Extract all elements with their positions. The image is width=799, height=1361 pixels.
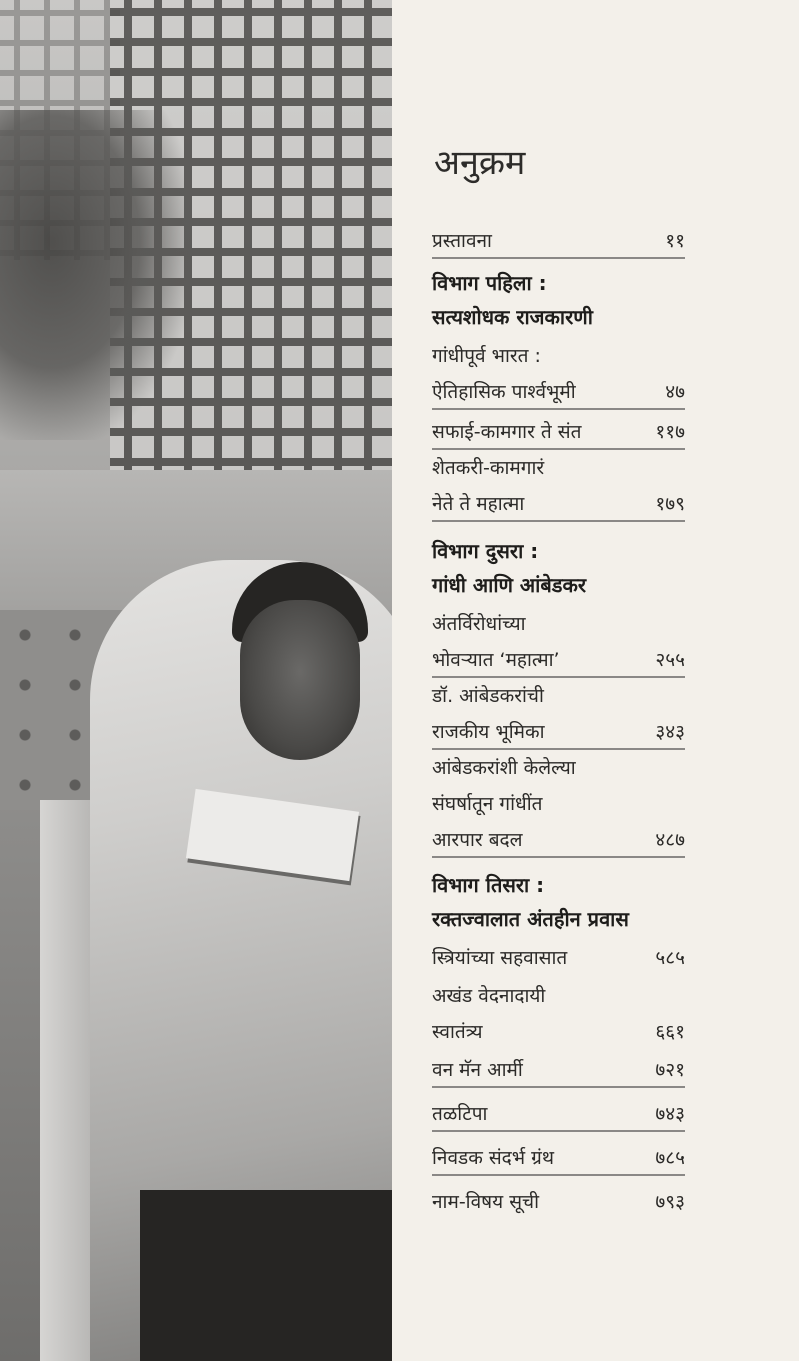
toc-entry[interactable] [432,1054,685,1088]
toc-entry-page: १७९ [655,493,685,515]
toc-entry-page: ५८५ [655,947,685,969]
toc-entry[interactable] [432,340,685,372]
toc-entry-title: आंबेडकरांशी केलेल्या [432,757,576,779]
toc-entry-page: ७९३ [655,1191,685,1213]
toc-entry-page: ७४३ [655,1103,685,1125]
toc-entry-title: डॉ. आंबेडकरांची [432,685,544,707]
toc-entry-title: स्त्रियांच्या सहवासात [432,947,568,969]
toc-entry-page: ७८५ [655,1147,685,1169]
toc-entry-title: नेते ते महात्मा [432,493,525,515]
section-title: रक्तज्वालात अंतहीन प्रवास [432,907,629,931]
section-label: विभाग दुसरा : [432,539,539,563]
section-heading-part-three [432,868,685,936]
toc-entry[interactable] [432,488,685,522]
toc-heading: अनुक्रम [434,143,526,183]
section-title: सत्यशोधक राजकारणी [432,305,593,329]
toc-entry[interactable] [432,942,685,974]
toc-entry[interactable] [432,644,685,678]
toc-entry[interactable] [432,980,685,1012]
toc-entry[interactable] [432,680,685,712]
foliage [0,110,190,440]
toc-entry-page: ११ [665,230,685,252]
toc-entry-page: २५५ [655,649,685,671]
table-of-contents [392,0,799,1361]
toc-entry-title: संघर्षातून गांधींत [432,793,543,815]
toc-entry-page: ७२१ [655,1059,685,1081]
toc-entry[interactable] [432,1016,685,1048]
section-heading-part-one [432,266,685,334]
toc-entry-title: निवडक संदर्भ ग्रंथ [432,1147,555,1169]
toc-entry-title: तळटिपा [432,1103,488,1125]
toc-entry-page: ६६१ [655,1021,685,1043]
toc-entry-page: ३४३ [655,721,685,743]
toc-entry-footnotes[interactable] [432,1098,685,1132]
toc-entry-title: शेतकरी-कामगारं [432,457,545,479]
toc-entry-page: ४७ [665,381,685,403]
section-heading-part-two [432,534,685,602]
face [240,600,360,760]
toc-entry-title: गांधीपूर्व भारत : [432,345,541,367]
toc-entry[interactable] [432,452,685,484]
toc-entry-index[interactable] [432,1186,685,1218]
toc-entry-title: वन मॅन आर्मी [432,1059,523,1081]
section-label: विभाग पहिला : [432,271,547,295]
toc-entry-title: सफाई-कामगार ते संत [432,421,582,443]
toc-entry-title: नाम-विषय सूची [432,1191,540,1213]
toc-entry-preface[interactable] [432,225,685,259]
toc-entry[interactable] [432,716,685,750]
section-title: गांधी आणि आंबेडकर [432,573,587,597]
toc-entry-title: अखंड वेदनादायी [432,985,546,1007]
toc-entry-page: ११७ [655,421,685,443]
section-label: विभाग तिसरा : [432,873,545,897]
toc-entry[interactable] [432,376,685,410]
toc-entry-title: भोवऱ्यात ‘महात्मा’ [432,649,560,671]
toc-entry[interactable] [432,824,685,858]
toc-entry-title: प्रस्तावना [432,230,492,252]
toc-entry[interactable] [432,788,685,820]
toc-entry-title: ऐतिहासिक पार्श्वभूमी [432,381,576,403]
dark-floor [140,1190,392,1361]
cover-photo [0,0,392,1361]
toc-entry-bibliography[interactable] [432,1142,685,1176]
toc-entry-title: स्वातंत्र्य [432,1021,483,1043]
toc-entry[interactable] [432,608,685,640]
toc-entry-page: ४८७ [655,829,685,851]
toc-entry[interactable] [432,416,685,450]
toc-entry-title: आरपार बदल [432,829,523,851]
toc-entry[interactable] [432,752,685,784]
toc-entry-title: अंतर्विरोधांच्या [432,613,526,635]
toc-entry-title: राजकीय भूमिका [432,721,545,743]
